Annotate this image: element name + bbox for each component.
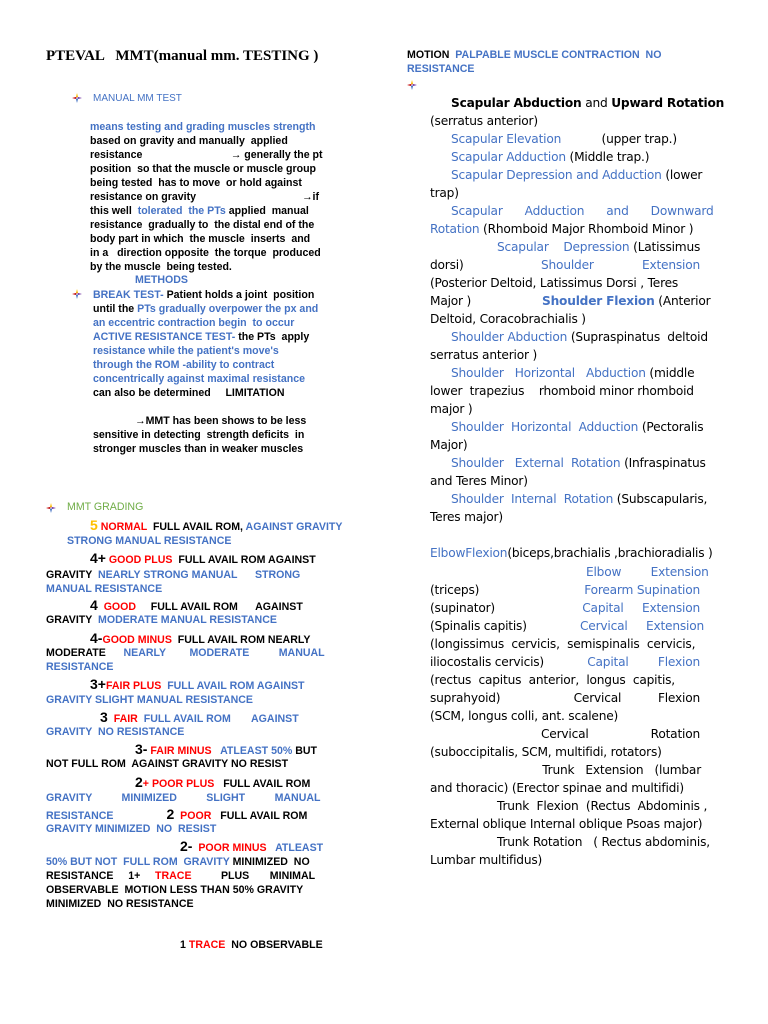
muscle-line: Scapular Depression (Latissimus <box>497 240 701 254</box>
mmt-grading-heading: MMT GRADING <box>67 501 144 513</box>
muscle-line: (triceps) <box>430 583 480 597</box>
muscle-line: Major) <box>430 438 468 452</box>
active-test-line: through the ROM -ability to contract <box>93 359 275 371</box>
muscle-line: (rectus capitus anterior, longus capitis, <box>430 673 675 687</box>
grade-3-line: 3 FAIR FULL AVAIL ROM AGAINST <box>100 709 299 725</box>
muscle-line: Shoulder Abduction (Supraspinatus deltoid <box>451 330 708 344</box>
active-test-line: ACTIVE RESISTANCE TEST- the PTs apply <box>93 331 310 343</box>
muscle-line: Elbow Extension <box>586 565 709 579</box>
grade-3plus-line: 3+FAIR PLUS FULL AVAIL ROM AGAINST <box>90 676 305 692</box>
page-title: PTEVAL MMT(manual mm. TESTING ) <box>46 48 319 64</box>
definition-line: resistance → generally the pt <box>90 149 323 161</box>
compass-bullet-icon <box>72 93 82 103</box>
grade-2-line: RESISTANCE 2 POOR FULL AVAIL ROM <box>46 806 308 822</box>
grade-2minus-line: 2- POOR MINUS ATLEAST <box>180 838 324 854</box>
muscle-line: dorsi) <box>430 258 464 272</box>
muscle-line: Major ) <box>430 294 472 308</box>
grade-5-line: 5 NORMAL FULL AVAIL ROM, AGAINST GRAVITY <box>90 517 343 533</box>
grade-4plus-line: 4+ GOOD PLUS FULL AVAIL ROM AGAINST <box>90 550 316 566</box>
grade-4minus-line: 4-GOOD MINUS FULL AVAIL ROM NEARLY <box>90 630 311 646</box>
muscle-line: serratus anterior ) <box>430 348 538 362</box>
grade-3-line: GRAVITY NO RESISTANCE <box>46 726 185 738</box>
muscle-line: (Posterior Deltoid, Latissimus Dorsi , Teres <box>430 276 679 290</box>
grade-4minus-line: MODERATE NEARLY MODERATE MANUAL <box>46 647 325 659</box>
muscle-line: iliocostalis cervicis) <box>430 655 544 669</box>
muscle-line: Scapular Depression and Adduction (lower <box>451 168 703 182</box>
grade-2-line: GRAVITY MINIMIZED NO RESIST <box>46 823 217 835</box>
muscle-line: Shoulder <box>541 258 594 272</box>
compass-bullet-icon <box>46 503 56 513</box>
muscle-line: major ) <box>430 402 473 416</box>
muscle-line: Shoulder Internal Rotation (Subscapularis, <box>451 492 708 506</box>
break-test-line: BREAK TEST- Patient holds a joint position <box>93 289 315 301</box>
muscle-line: Scapular Adduction (Middle trap.) <box>451 150 650 164</box>
muscle-line: Rotation (Rhomboid Major Rhomboid Minor ) <box>430 222 694 236</box>
active-test-line: concentrically against maximal resistance <box>93 373 305 385</box>
grade-2minus-line: OBSERVABLE MOTION LESS THAN 50% GRAVITY <box>46 884 304 896</box>
muscle-line: Scapular Adduction and Downward <box>451 204 714 218</box>
grade-4minus-line: RESISTANCE <box>46 661 114 673</box>
muscle-line: Deltoid, Coracobrachialis ) <box>430 312 586 326</box>
muscle-line: Lumbar multifidus) <box>430 853 543 867</box>
manual-mm-test-heading: MANUAL MM TEST <box>93 93 182 104</box>
grade-3plus-line: GRAVITY SLIGHT MANUAL RESISTANCE <box>46 694 253 706</box>
muscle-line: Trunk Extension (lumbar <box>542 763 701 777</box>
grade-2minus-line: RESISTANCE 1+ TRACE PLUS MINIMAL <box>46 870 316 882</box>
muscle-line: lower trapezius rhomboid minor rhomboid <box>430 384 694 398</box>
muscle-line: Capital Flexion <box>587 655 700 669</box>
grade-4plus-line: GRAVITY NEARLY STRONG MANUAL STRONG <box>46 569 301 581</box>
definition-line: by the muscle being tested. <box>90 261 232 273</box>
definition-line: this well tolerated the PTs applied manual <box>90 205 309 217</box>
grade-5-line: STRONG MANUAL RESISTANCE <box>67 535 232 547</box>
grade-2plus-line: GRAVITY MINIMIZED SLIGHT MANUAL <box>46 792 321 804</box>
muscle-line: Shoulder External Rotation (Infraspinatus <box>451 456 706 470</box>
scapular-abduction-heading: Scapular Abduction and Upward Rotation <box>451 96 725 110</box>
definition-line: being tested has to move or hold against <box>90 177 302 189</box>
muscle-line: Rotation <box>650 727 700 741</box>
muscle-line: Trunk Rotation ( Rectus abdominis, <box>497 835 710 849</box>
break-test-line: until the PTs gradually overpower the px and <box>93 303 319 315</box>
muscle-line: Forearm Supination <box>584 583 700 597</box>
compass-bullet-icon <box>72 289 82 299</box>
muscle-line: Shoulder Flexion (Anterior <box>542 294 711 308</box>
muscle-line: Cervical Extension <box>580 619 704 633</box>
mmt-note-line: stronger muscles than in weaker muscles <box>93 443 304 455</box>
muscle-line: (serratus anterior) <box>430 114 538 128</box>
muscle-line: Trunk Flexion (Rectus Abdominis , <box>497 799 708 813</box>
active-test-line: can also be determined LIMITATION <box>93 387 285 399</box>
muscle-line: ElbowFlexion(biceps,brachialis ,brachioradialis ) <box>430 546 713 560</box>
definition-line: position so that the muscle or muscle group <box>90 163 317 175</box>
definition-line: in a direction opposite the torque produced <box>90 247 321 259</box>
mmt-note-line: →MMT has been shows to be less <box>135 415 307 427</box>
muscle-line: and Teres Minor) <box>430 474 528 488</box>
muscle-line: External oblique Internal oblique Psoas major) <box>430 817 703 831</box>
muscle-line: Capital Extension <box>582 601 700 615</box>
muscle-line: Cervical <box>541 727 589 741</box>
muscle-line: Cervical Flexion <box>573 691 700 705</box>
muscle-line: trap) <box>430 186 459 200</box>
muscle-line: (SCM, longus colli, ant. scalene) <box>430 709 619 723</box>
definition-line: based on gravity and manually applied <box>90 135 288 147</box>
muscle-line: (supinator) <box>430 601 495 615</box>
definition-lead: means testing and grading muscles strength <box>90 121 316 133</box>
break-test-line: an eccentric contraction begin to occur <box>93 317 295 329</box>
grade-4-line: GRAVITY MODERATE MANUAL RESISTANCE <box>46 614 277 626</box>
motion-header-cont: RESISTANCE <box>407 63 475 75</box>
grade-4plus-line: MANUAL RESISTANCE <box>46 583 163 595</box>
muscle-line: suprahyoid) <box>430 691 501 705</box>
motion-header: MOTION PALPABLE MUSCLE CONTRACTION NO <box>407 49 662 61</box>
definition-line: resistance gradually to the distal end of the <box>90 219 315 231</box>
muscle-line: (Spinalis capitis) <box>430 619 527 633</box>
definition-line: body part in which the muscle inserts and <box>90 233 311 245</box>
compass-bullet-icon <box>407 80 417 90</box>
muscle-line: (suboccipitalis, SCM, multifidi, rotators) <box>430 745 662 759</box>
muscle-line: and thoracic) (Erector spinae and multifidi) <box>430 781 684 795</box>
grade-4-line: 4 GOOD FULL AVAIL ROM AGAINST <box>90 597 303 613</box>
methods-heading: METHODS <box>135 274 188 286</box>
grade-2plus-line: 2+ POOR PLUS FULL AVAIL ROM <box>135 774 311 790</box>
grade-2minus-line: 50% BUT NOT FULL ROM GRAVITY MINIMIZED NO <box>46 856 310 868</box>
grade-3minus-line: 3- FAIR MINUS ATLEAST 50% BUT <box>135 741 318 757</box>
muscle-line: Shoulder Horizontal Adduction (Pectoralis <box>451 420 704 434</box>
mmt-note-line: sensitive in detecting strength deficits in <box>93 429 305 441</box>
muscle-line: Extension <box>641 258 700 272</box>
muscle-line: Shoulder Horizontal Abduction (middle <box>451 366 695 380</box>
muscle-line: Scapular Elevation (upper trap.) <box>451 132 677 146</box>
grade-2minus-line: MINIMIZED NO RESISTANCE <box>46 898 194 910</box>
active-test-line: resistance while the patient's move's <box>93 345 279 357</box>
grade-1-line: 1 TRACE NO OBSERVABLE <box>180 939 323 951</box>
muscle-line: Teres major) <box>430 510 503 524</box>
muscle-line: (longissimus cervicis, semispinalis cervicis, <box>430 637 696 651</box>
definition-line: resistance on gravity →if <box>90 191 320 203</box>
grade-3minus-line: NOT FULL ROM AGAINST GRAVITY NO RESIST <box>46 758 289 770</box>
